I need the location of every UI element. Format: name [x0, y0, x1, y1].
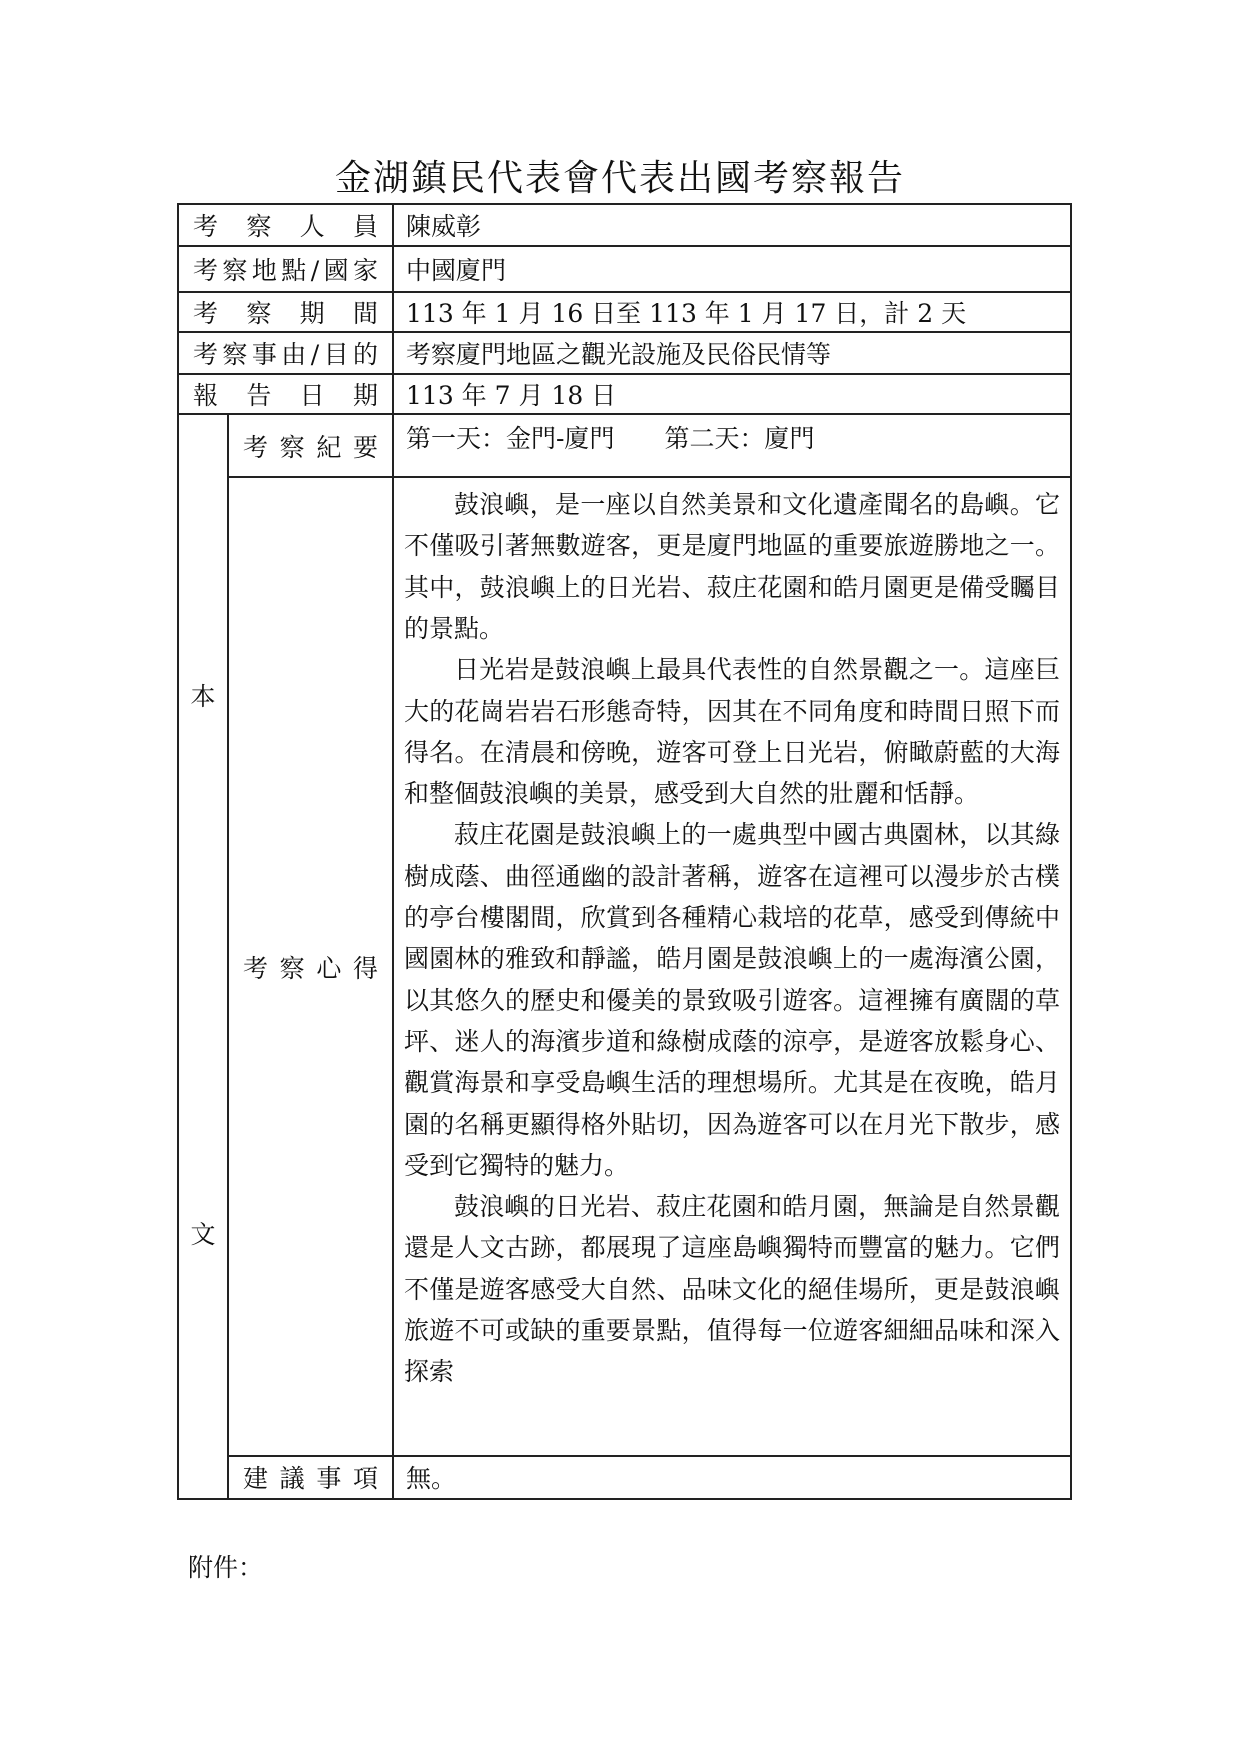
- insights-label: 考察心得: [228, 477, 393, 1456]
- inspector-label: 考察人員: [178, 204, 393, 246]
- report-date-value: 113 年 7 月 18 日: [393, 374, 1071, 414]
- inspector-value: 陳威彰: [393, 204, 1071, 246]
- attachment-label: 附件：: [188, 1553, 264, 1582]
- document-title: 金湖鎮民代表會代表出國考察報告: [334, 158, 905, 199]
- period-value: 113 年 1 月 16 日至 113 年 1 月 17 日，計 2 天: [393, 292, 1071, 332]
- period-label: 考察期間: [178, 292, 393, 332]
- report-date-label: 報告日期: [178, 374, 393, 414]
- summary-row: [178, 414, 1071, 477]
- suggestions-row: [178, 1456, 1071, 1499]
- suggestions-value: 無。: [393, 1456, 1071, 1499]
- summary-label: 考察紀要: [228, 414, 393, 477]
- insights-paragraph: 鼓浪嶼的日光岩、菽庄花園和皓月園，無論是自然景觀還是人文古跡，都展現了這座島嶼獨特而豐富的魅力。它們不僅是遊客感受大自然、品味文化的絕佳場所，更是鼓浪嶼旅遊不可或缺的重要景點，值得每一位遊客細細品味和深入探索: [404, 1192, 1061, 1387]
- location-value: 中國廈門: [393, 246, 1071, 292]
- insights-body: [393, 477, 1071, 1456]
- report-date-row: [178, 374, 1071, 414]
- insights-row: [178, 477, 1071, 1456]
- purpose-value: 考察廈門地區之觀光設施及民俗民情等: [393, 332, 1071, 374]
- side-label-bottom: 文: [190, 1220, 216, 1249]
- summary-value: 第一天：金門-廈門 第二天：廈門: [393, 414, 1071, 477]
- location-label: 考察地點/國家: [178, 246, 393, 292]
- suggestions-label: 建議事項: [228, 1456, 393, 1499]
- report-table: [177, 203, 1072, 1500]
- side-label-top: 本: [190, 682, 216, 711]
- insights-paragraph: 日光岩是鼓浪嶼上最具代表性的自然景觀之一。這座巨大的花崗岩岩石形態奇特，因其在不同角度和時間日照下而得名。在清晨和傍晚，遊客可登上日光岩，俯瞰蔚藍的大海和整個鼓浪嶼的美景，感受到大自然的壯麗和恬靜。: [404, 655, 1061, 809]
- body-side-label: [178, 414, 228, 1499]
- purpose-label: 考察事由/目的: [178, 332, 393, 374]
- insights-paragraph: 鼓浪嶼，是一座以自然美景和文化遺產聞名的島嶼。它不僅吸引著無數遊客，更是廈門地區的重要旅遊勝地之一。其中，鼓浪嶼上的日光岩、菽庄花園和皓月園更是備受矚目的景點。: [404, 490, 1061, 643]
- location-row: [178, 246, 1071, 292]
- inspector-row: [178, 204, 1071, 246]
- period-row: [178, 292, 1071, 332]
- insights-paragraph: 菽庄花園是鼓浪嶼上的一處典型中國古典園林，以其綠樹成蔭、曲徑通幽的設計著稱，遊客在這裡可以漫步於古樸的亭台樓閣間，欣賞到各種精心栽培的花草，感受到傳統中國園林的雅致和靜謐，皓月園是鼓浪嶼上的一處海濱公園，以其悠久的歷史和優美的景致吸引遊客。這裡擁有廣闊的草坪、迷人的海濱步道和綠樹成蔭的涼亭，是遊客放鬆身心、觀賞海景和享受島嶼生活的理想場所。尤其是在夜晚，皓月園的名稱更顯得格外貼切，因為遊客可以在月光下散步，感受到它獨特的魅力。: [404, 820, 1061, 1180]
- purpose-row: [178, 332, 1071, 374]
